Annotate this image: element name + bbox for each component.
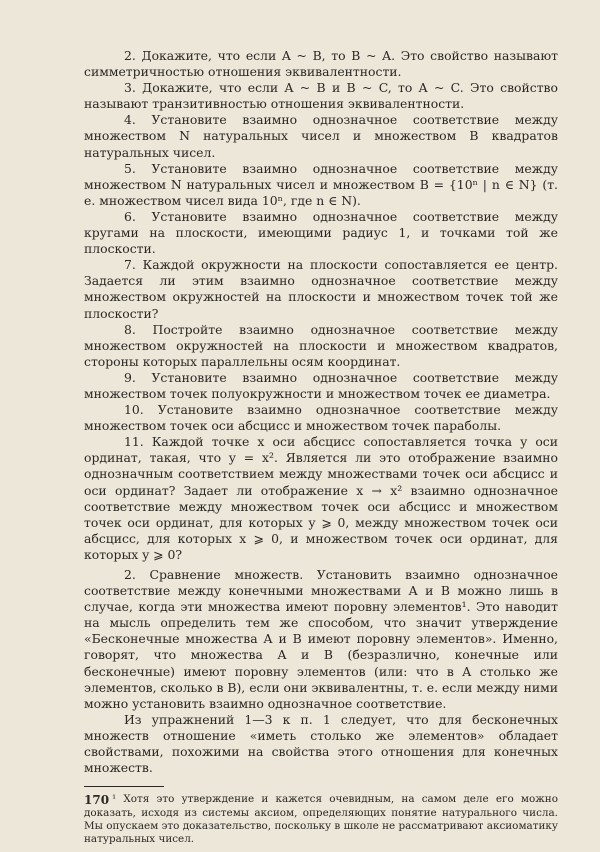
footnote: ¹ Хотя это утверждение и кажется очевидным, на самом деле его можно доказать, исходя из системы аксиом, определяющих понятие натурального числа. Мы опускаем это доказательство, поскольку в школе не рассматривают аксиоматику натуральных чисел.: [84, 793, 558, 846]
exercise-8: 8. Постройте взаимно однозначное соответствие между множеством окружностей на плоскости и множеством квадратов, стороны которых параллельны осям координат.: [84, 321, 558, 369]
exercise-6: 6. Установите взаимно однозначное соответствие между кругами на плоскости, имеющими радиус 1, и точками той же плоскости.: [84, 208, 558, 257]
page-content: [84, 48, 558, 847]
exercise-9: 9. Установите взаимно однозначное соответствие между множеством точек полуокружности и множеством точек ее диаметра.: [84, 369, 558, 401]
exercise-2: 2. Докажите, что если A ~ B, то B ~ A. Это свойство называют симметричностью отношения эквивалентности.: [84, 48, 558, 80]
exercise-10: 10. Установите взаимно однозначное соответствие между множеством точек оси абсцисс и множеством точек параболы.: [84, 402, 558, 434]
page-number: 170: [84, 793, 110, 807]
exercise-5: 5. Установите взаимно однозначное соответствие между множеством N натуральных чисел и множеством B = {10ⁿ | n ∈ N} (т. е. множеством чисел вида 10ⁿ, где n ∈ N).: [84, 160, 558, 208]
footnote-divider: [84, 786, 164, 787]
exercise-11: 11. Каждой точке x оси абсцисс сопоставляется точка y оси ординат, такая, что y = x². Является ли это отображение взаимно однозначным соответствием между множествами точек оси абсцисс и оси ординат? Задает ли отображение x → x² взаимно однозначное соответствие между множеством точек оси абсцисс и множеством точек оси ординат, для которых y ⩾ 0, между множеством точек оси абсцисс, для которых x ⩾ 0, и множеством точек оси ординат, для которых y ⩾ 0?: [84, 434, 558, 562]
exercise-3: 3. Докажите, что если A ~ B и B ~ C, то A ~ C. Это свойство называют транзитивностью отношения эквивалентности.: [84, 80, 558, 112]
section-paragraph-2: Из упражнений 1—3 к п. 1 следует, что для бесконечных множеств отношение «иметь столько же элементов» обладает свойствами, похожими на свойства этого отношения для конечных множеств.: [84, 711, 558, 776]
exercise-4: 4. Установите взаимно однозначное соответствие между множеством N натуральных чисел и множеством B квадратов натуральных чисел.: [84, 112, 558, 160]
section-paragraph: 2. Сравнение множеств. Установить взаимно однозначное соответствие между конечными множествами A и B можно лишь в случае, когда эти множества имеют поровну элементов¹. Это наводит на мысль определить тем же способом, что значит утверждение «Бесконечные множества A и B имеют поровну элементов». Именно, говорят, что множества A и B (безразлично, конечные или бесконечные) имеют поровну элементов (или: что в A столько же элементов, сколько в B), если они эквивалентны, т. е. если между ними можно установить взаимно однозначное соответствие.: [84, 567, 558, 711]
exercise-7: 7. Каждой окружности на плоскости сопоставляется ее центр. Задается ли этим взаимно однозначное соответствие между множеством окружностей на плоскости и множеством точек той же плоскости?: [84, 257, 558, 321]
